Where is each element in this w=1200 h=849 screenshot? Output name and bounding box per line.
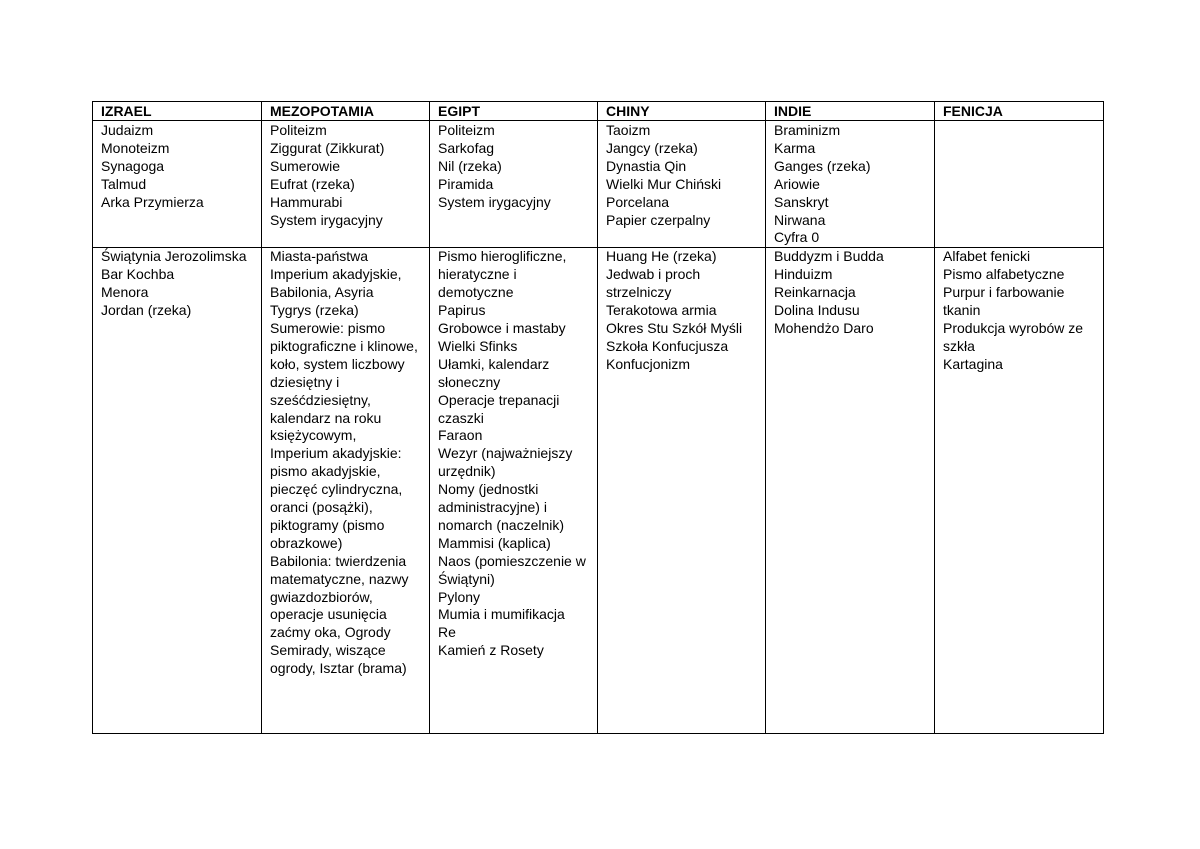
cell-chiny xyxy=(598,121,766,248)
list-item: Wielki Mur Chiński xyxy=(606,175,722,192)
header-mezopotamia: MEZOPOTAMIA xyxy=(262,102,430,121)
list-item: Papier czerpalny xyxy=(606,211,711,228)
list-item: Grobowce i mastaby xyxy=(438,319,566,336)
cell-mezopotamia xyxy=(262,121,430,248)
list-item: Babilonia: twierdzenia matematyczne, nazwy gwiazdozbiorów, operacje usunięcia zaćmy oka, Ogrody Semirady, wiszące ogrody, Isztar (brama) xyxy=(270,552,409,677)
list-item: Politeizm xyxy=(270,122,327,138)
list-item: Alfabet fenicki xyxy=(943,248,1031,265)
list-item: Arka Przymierza xyxy=(101,193,204,210)
list-item: Produkcja wyrobów ze szkła xyxy=(943,319,1084,354)
list-item: Mumia i mumifikacja xyxy=(438,606,565,623)
list-item: Pismo hieroglificzne, hieratyczne i demotyczne xyxy=(438,248,567,301)
cell-mezopotamia xyxy=(262,248,430,734)
list-item: Buddyzm i Budda xyxy=(774,248,884,265)
list-item: Dynastia Qin xyxy=(606,157,687,174)
list-item: Sumerowie: pismo piktograficzne i klinowe, koło, system liczbowy dziesiętny i sześćdziesiętny, kalendarz na roku księżycowym, xyxy=(270,319,418,444)
list-item: Cyfra 0 xyxy=(774,229,820,246)
cell-fenicja xyxy=(935,121,1104,248)
list-item: Synagoga xyxy=(101,157,165,174)
list-item: Kamień z Rosety xyxy=(438,642,544,659)
list-item: Politeizm xyxy=(438,122,495,138)
list-item: Dolina Indusu xyxy=(774,302,860,319)
list-item: Piramida xyxy=(438,175,494,192)
cell-izrael xyxy=(93,121,262,248)
list-item: Papirus xyxy=(438,302,486,319)
list-item: Hammurabi xyxy=(270,193,343,210)
cell-egipt xyxy=(430,121,598,248)
civilizations-table xyxy=(92,101,1104,734)
list-item: System irygacyjny xyxy=(438,193,551,210)
list-item: Jordan (rzeka) xyxy=(101,302,192,319)
header-izrael: IZRAEL xyxy=(93,102,262,121)
header-chiny: CHINY xyxy=(598,102,766,121)
list-item: Świątynia Jerozolimska xyxy=(101,248,247,265)
list-item: Judaizm xyxy=(101,122,154,138)
list-item: Ariowie xyxy=(774,175,820,192)
header-fenicja: FENICJA xyxy=(935,102,1104,121)
list-item: Pylony xyxy=(438,588,481,605)
cell-fenicja xyxy=(935,248,1104,734)
list-item: System irygacyjny xyxy=(270,211,383,228)
list-item: Mammisi (kaplica) xyxy=(438,534,551,551)
list-item: Reinkarnacja xyxy=(774,284,856,301)
list-item: Sarkofag xyxy=(438,139,495,156)
list-item: Taoizm xyxy=(606,122,651,138)
list-item: Pismo alfabetyczne xyxy=(943,266,1065,283)
table-row xyxy=(93,248,1104,734)
list-item: Huang He (rzeka) xyxy=(606,248,717,265)
list-item: Miasta-państwa xyxy=(270,248,369,265)
list-item: Ułamki, kalendarz słoneczny xyxy=(438,355,550,390)
list-item: Nirwana xyxy=(774,211,826,228)
list-item: Ziggurat (Zikkurat) xyxy=(270,139,385,156)
header-indie: INDIE xyxy=(766,102,935,121)
cell-izrael xyxy=(93,248,262,734)
list-item: Jangcy (rzeka) xyxy=(606,139,698,156)
list-item: Eufrat (rzeka) xyxy=(270,175,355,192)
list-item: Karma xyxy=(774,139,816,156)
list-item: Konfucjonizm xyxy=(606,355,691,372)
list-item: Purpur i farbowanie tkanin xyxy=(943,284,1065,319)
list-item: Re xyxy=(438,624,456,641)
cell-indie xyxy=(766,121,935,248)
list-item: Mohendżo Daro xyxy=(774,319,874,336)
list-item: Jedwab i proch strzelniczy xyxy=(606,266,701,301)
list-item: Okres Stu Szkół Myśli xyxy=(606,319,743,336)
cell-indie xyxy=(766,248,935,734)
list-item: Hinduizm xyxy=(774,266,833,283)
list-item: Faraon xyxy=(438,427,483,444)
list-item: Tygrys (rzeka) xyxy=(270,302,359,319)
list-item: Naos (pomieszczenie w Świątyni) xyxy=(438,552,586,587)
cell-egipt xyxy=(430,248,598,734)
list-item: Nil (rzeka) xyxy=(438,157,502,174)
list-item: Kartagina xyxy=(943,355,1003,372)
list-item: Porcelana xyxy=(606,193,670,210)
list-item: Menora xyxy=(101,284,149,301)
list-item: Imperium akadyjskie: pismo akadyjskie, pieczęć cylindryczna, oranci (posążki), piktogramy (pismo obrazkowe) xyxy=(270,445,403,551)
list-item: Wezyr (najważniejszy urzędnik) xyxy=(438,445,573,480)
list-item: Terakotowa armia xyxy=(606,302,717,319)
list-item: Wielki Sfinks xyxy=(438,337,518,354)
list-item: Operacje trepanacji czaszki xyxy=(438,391,560,426)
list-item: Ganges (rzeka) xyxy=(774,157,871,174)
list-item: Braminizm xyxy=(774,122,841,138)
list-item: Bar Kochba xyxy=(101,266,175,283)
list-item: Monoteizm xyxy=(101,139,170,156)
list-item: Sanskryt xyxy=(774,193,829,210)
table-row xyxy=(93,121,1104,248)
list-item: Sumerowie xyxy=(270,157,341,174)
list-item: Talmud xyxy=(101,175,147,192)
list-item: Imperium akadyjskie, Babilonia, Asyria xyxy=(270,266,402,301)
list-item: Szkoła Konfucjusza xyxy=(606,337,729,354)
list-item: Nomy (jednostki administracyjne) i nomarch (naczelnik) xyxy=(438,481,565,533)
cell-chiny xyxy=(598,248,766,734)
table-header-row xyxy=(93,102,1104,121)
header-egipt: EGIPT xyxy=(430,102,598,121)
